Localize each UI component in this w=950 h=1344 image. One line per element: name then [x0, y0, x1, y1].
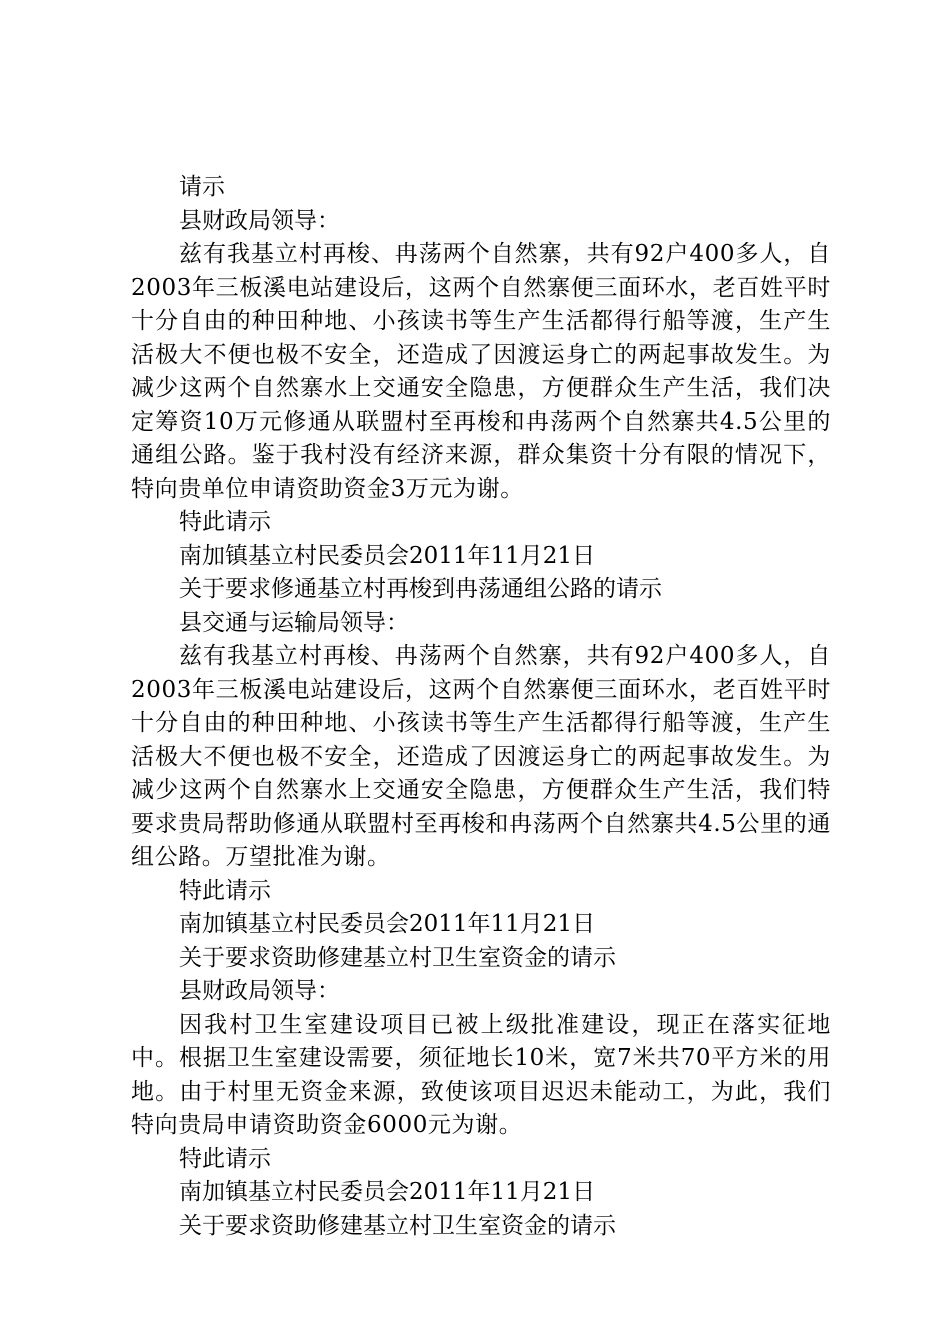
salutation: 县交通与运输局领导：	[179, 609, 409, 636]
doc-title: 请示	[179, 174, 225, 200]
body-paragraph: 因我村卫生室建设项目已被上级批准建设，现正在落实征地中。根据卫生室建设需要，须征地长10米，宽7米共70平方米的用地。由于村里无资金来源，致使该项目迟迟未能动工，为此，我们特向贵局申请资助资金6000元为谢。	[131, 1011, 831, 1138]
salutation: 县财政局领导：	[179, 207, 340, 234]
body-paragraph: 兹有我基立村再梭、冉荡两个自然寨，共有92户400多人，自2003年三板溪电站建设后，这两个自然寨便三面环水，老百姓平时十分自由的种田种地、小孩读书等生产生活都得行船等渡，生产生活极大不便也极不安全，还造成了因渡运身亡的两起事故发生。为减少这两个自然寨水上交通安全隐患，方便群众生产生活，我们决定筹资10万元修通从联盟村至再梭和冉荡两个自然寨共4.5公里的通组公路。鉴于我村没有经济来源，群众集资十分有限的情况下，特向贵单位申请资助资金3万元为谢。	[131, 241, 831, 502]
document-body	[131, 171, 831, 1243]
signature-date: 南加镇基立村民委员会2011年11月21日	[179, 911, 596, 937]
doc-title: 关于要求资助修建基立村卫生室资金的请示	[179, 944, 616, 971]
closing: 特此请示	[179, 1145, 271, 1172]
salutation: 县财政局领导：	[179, 978, 340, 1004]
signature-date: 南加镇基立村民委员会2011年11月21日	[179, 1179, 596, 1205]
signature-date: 南加镇基立村民委员会2011年11月21日	[179, 542, 596, 569]
body-paragraph: 兹有我基立村再梭、冉荡两个自然寨，共有92户400多人，自2003年三板溪电站建设后，这两个自然寨便三面环水，老百姓平时十分自由的种田种地、小孩读书等生产生活都得行船等渡，生产生活极大不便也极不安全，还造成了因渡运身亡的两起事故发生。为减少这两个自然寨水上交通安全隐患，方便群众生产生活，我们特要求贵局帮助修通从联盟村至再梭和冉荡两个自然寨共4.5公里的通组公路。万望批准为谢。	[131, 643, 831, 870]
doc-title: 关于要求资助修建基立村卫生室资金的请示	[179, 1212, 616, 1239]
closing: 特此请示	[179, 509, 271, 535]
doc-title: 关于要求修通基立村再梭到冉荡通组公路的请示	[179, 576, 662, 602]
closing: 特此请示	[179, 877, 271, 904]
